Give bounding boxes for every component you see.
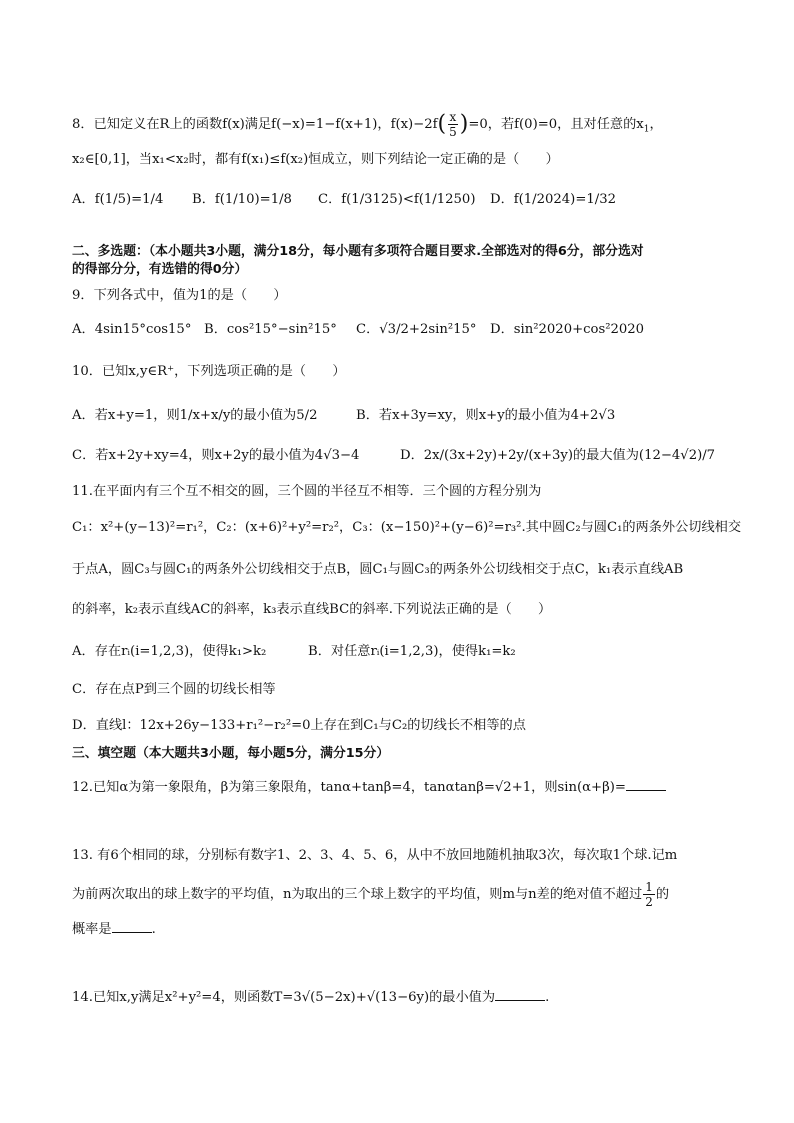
q13-text-c: 概率是 xyxy=(72,922,112,937)
q8-frac: $\frac{x}{5}$ xyxy=(449,110,457,139)
section2-title-line2: 的得部分分，有选错的得0分） xyxy=(72,262,248,277)
q12-text: 12.已知α为第一象限角，β为第三象限角，tanα+tanβ=4，tanαtanβ=√2+1，则sin(α+β)= xyxy=(72,780,626,795)
q12-line xyxy=(72,776,752,798)
q13-line3: 概率是 . xyxy=(72,918,752,940)
q8-option-a: A．f(1/5)=1/4 xyxy=(72,192,164,207)
q13-frac: $\frac{1}{2}$ xyxy=(645,880,653,909)
q8-option-b: B．f(1/10)=1/8 xyxy=(192,192,292,207)
q10-option-c: C．若x+2y+xy=4，则x+2y的最小值为4√3−4 xyxy=(72,448,360,463)
q12-answer-blank xyxy=(626,776,666,791)
q14-answer-blank xyxy=(495,986,545,1001)
q11-option-a: A．存在rᵢ(i=1,2,3)，使得k₁>k₂ xyxy=(72,644,267,659)
q11-option-c: C．存在点P到三个圆的切线长相等 xyxy=(72,682,276,697)
section2-title-line1: 二、多选题：（本小题共3小题，满分18分，每小题有多项符合题目要求.全部选对的得6分，部分选对 xyxy=(72,244,644,259)
q11-line4: 的斜率，k₂表示直线AC的斜率，k₃表示直线BC的斜率.下列说法正确的是（ ） xyxy=(72,602,552,617)
q11-option-d: D．直线l：12x+26y−133+r₁²−r₂²=0上存在到C₁与C₂的切线长不相等的点 xyxy=(72,718,526,733)
q11-line2: C₁：x²+(y−13)²=r₁²，C₂：(x+6)²+y²=r₂²，C₃：(x−150)²+(y−6)²=r₃².其中圆C₂与圆C₁的两条外公切线相交 xyxy=(72,520,742,535)
q13-answer-blank xyxy=(112,918,152,933)
q8-line2: x₂∈[0,1]，当x₁<x₂时，都有f(x₁)≤f(x₂)恒成立，则下列结论一定正确的是（ ） xyxy=(72,152,559,167)
q8-line1: 8．已知定义在R上的函数f(x)满足f(−x)=1−f(x+1)，f(x)−2f( $\frac{x}{5}$ )=0，若f(0)=0，且对任意的$x_1$， xyxy=(72,110,663,139)
q8-option-d: D．f(1/2024)=1/32 xyxy=(490,192,616,207)
q8-option-c: C．f(1/3125)<f(1/1250) xyxy=(318,192,476,207)
q8-text-c: f(x)−2f xyxy=(390,117,438,132)
q13-line2 xyxy=(72,880,752,909)
q9-option-c: C．√3/2+2sin²15° xyxy=(356,322,477,337)
q10-option-d: D．2x/(3x+2y)+2y/(x+3y)的最大值为(12−4√2)/7 xyxy=(400,448,716,463)
q14-line: 14.已知x,y满足x²+y²=4，则函数T=3√(5−2x)+√(13−6y)的最小值为 . xyxy=(72,986,752,1008)
section3-title: 三、填空题（本大题共3小题，每小题5分，满分15分） xyxy=(72,746,390,761)
q8-text-b: f(x)满足f(−x)=1−f(x+1)， xyxy=(222,117,391,132)
q11-line1: 11.在平面内有三个互不相交的圆，三个圆的半径互不相等．三个圆的方程分别为 xyxy=(72,484,542,499)
q8-text-a: 8．已知定义在R上的函数 xyxy=(72,117,223,132)
q9-option-a: A．4sin15°cos15° xyxy=(72,322,192,337)
q9-option-b: B．cos²15°−sin²15° xyxy=(204,322,337,337)
q10-option-b: B．若x+3y=xy，则x+y的最小值为4+2√3 xyxy=(356,408,616,423)
q14-text: 14.已知x,y满足x²+y²=4，则函数T=3√(5−2x)+√(13−6y)的最小值为 xyxy=(72,990,496,1005)
q13-text-a: 为前两次取出的球上数字的平均值，n为取出的三个球上数字的平均值，则m与n差的绝对值不超过 xyxy=(72,887,643,902)
q9-stem: 9．下列各式中，值为1的是（ ） xyxy=(72,288,287,303)
q11-line3: 于点A，圆C₃与圆C₁的两条外公切线相交于点B，圆C₁与圆C₃的两条外公切线相交于点C，k₁表示直线AB xyxy=(72,562,684,577)
q8-text-d: =0，若f(0)=0，且对任意的x xyxy=(468,117,644,132)
q13-text-b: 的 xyxy=(655,887,670,902)
q10-option-a: A．若x+y=1，则1/x+x/y的最小值为5/2 xyxy=(72,408,318,423)
q10-stem: 10．已知x,y∈R⁺，下列选项正确的是（ ） xyxy=(72,364,346,379)
q13-line1: 13. 有6个相同的球，分别标有数字1、2、3、4、5、6，从中不放回地随机抽取3次，每次取1个球.记m xyxy=(72,848,678,863)
q9-option-d: D．sin²2020+cos²2020 xyxy=(490,322,645,337)
q11-option-b: B．对任意rᵢ(i=1,2,3)，使得k₁=k₂ xyxy=(308,644,516,659)
